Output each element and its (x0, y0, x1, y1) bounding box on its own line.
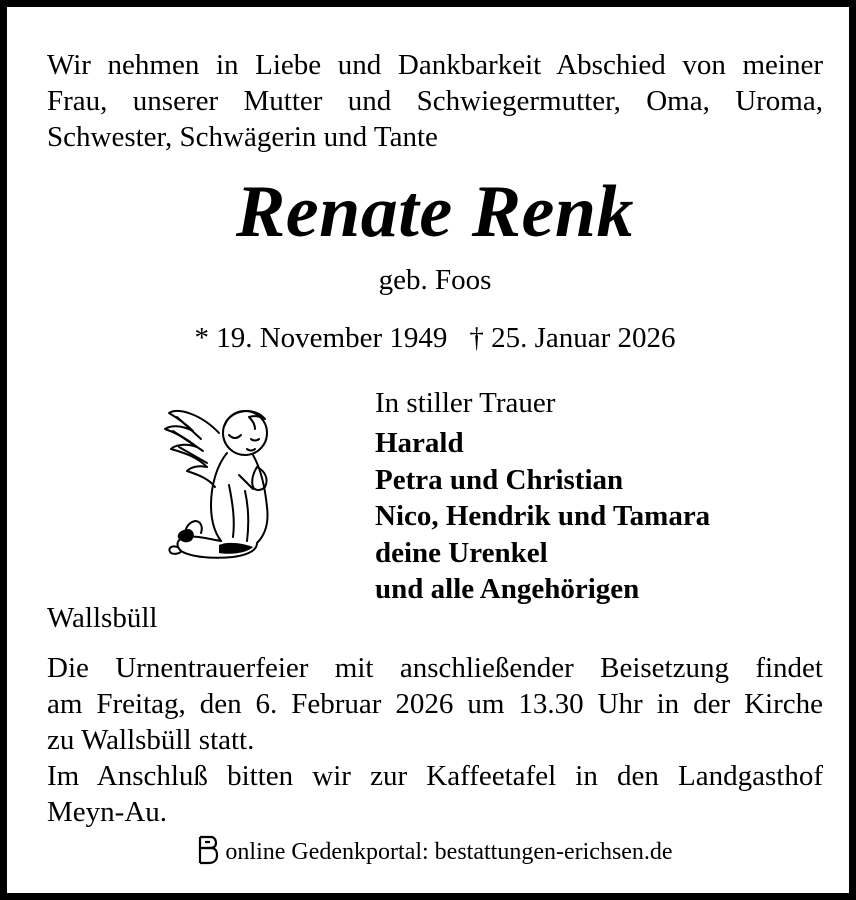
place-name: Wallsbüll (47, 602, 158, 634)
funeral-home-logo-icon (197, 835, 219, 865)
born-name: geb. Foos (378, 264, 492, 296)
notice-line: Im Anschluß bitten wir zur Kaffeetafel in den Landgasthof (47, 760, 823, 792)
mourner-name: und alle Angehörigen (375, 573, 640, 605)
deceased-name: Renate Renk (235, 171, 635, 253)
mourners-block (375, 385, 835, 608)
notice-line: Die Urnentrauerfeier mit anschließender Beisetzung findet (47, 652, 823, 684)
mourner-name: Nico, Hendrik und Tamara (375, 500, 711, 532)
life-dates (7, 320, 856, 356)
death-date: † 25. Januar 2026 (469, 322, 676, 354)
notice-line: zu Wallsbüll statt. (47, 724, 255, 756)
footer-text: online Gedenkportal: bestattungen-erichsen.de (225, 839, 673, 865)
funeral-notice (47, 650, 823, 830)
notice-line: am Freitag, den 6. Februar 2026 um 13.30 Uhr in der Kirche (47, 688, 823, 720)
notice-line: Meyn-Au. (47, 796, 168, 828)
mourner-name: deine Urenkel (375, 536, 548, 569)
mourner-name: Petra und Christian (375, 463, 624, 496)
intro-line: Wir nehmen in Liebe und Dankbarkeit Abschied von meiner (47, 49, 823, 81)
intro-line: Schwester, Schwägerin und Tante (47, 121, 438, 153)
mourners-lead: In stiller Trauer (375, 387, 556, 419)
intro-line: Frau, unserer Mutter und Schwiegermutter, Oma, Uroma, (47, 85, 823, 117)
intro-text (47, 47, 823, 155)
praying-angel-icon (157, 395, 287, 565)
mourner-name: Harald (375, 427, 464, 459)
footer (7, 835, 856, 869)
birth-date: * 19. November 1949 (194, 322, 448, 354)
